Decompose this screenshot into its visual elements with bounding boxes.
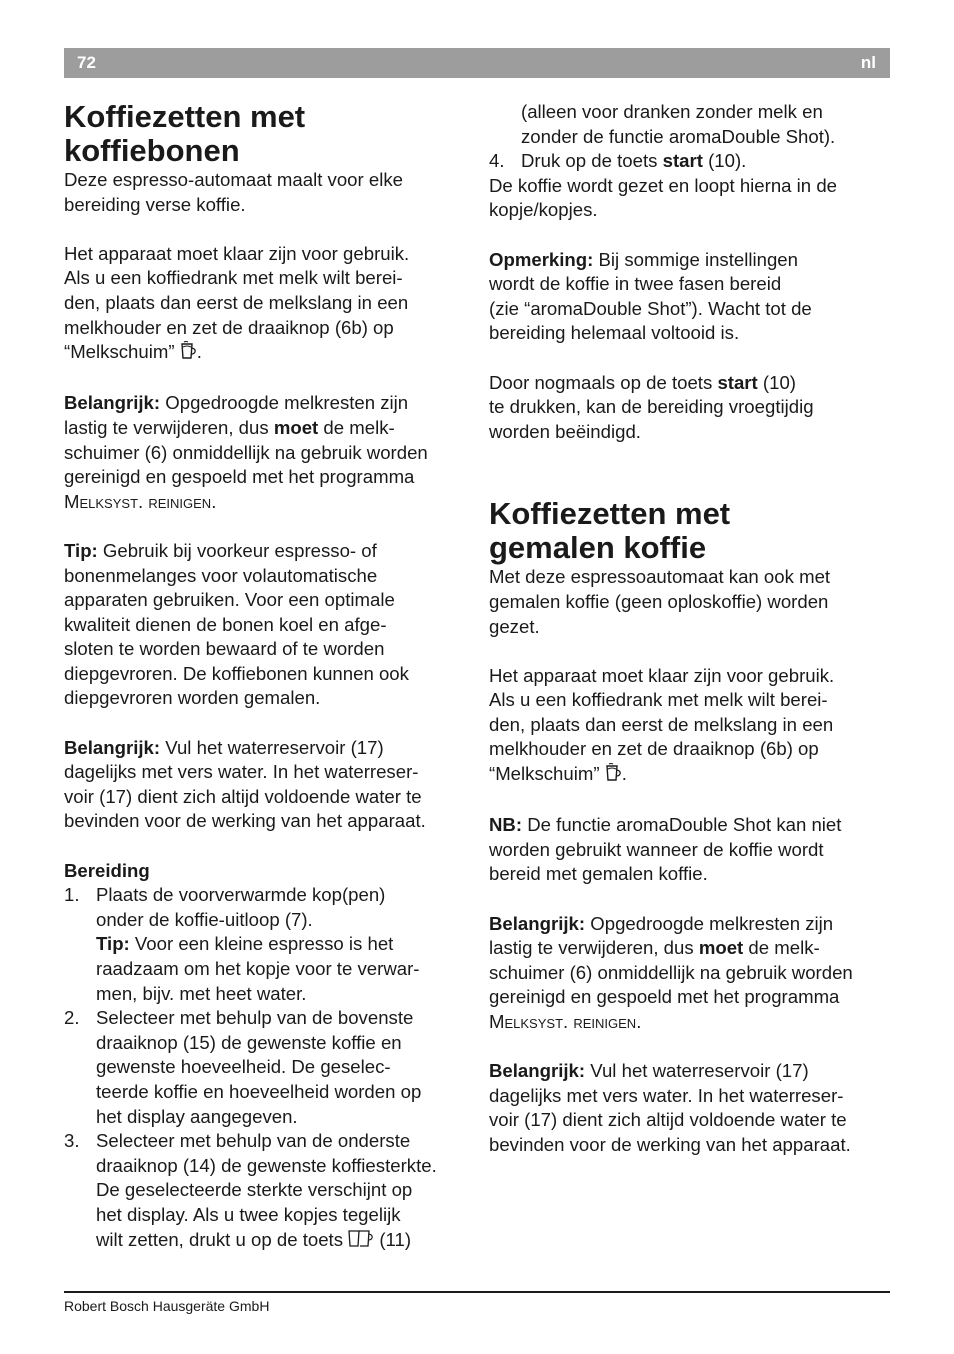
step-1: 1. Plaats de voorverwarmde kop(pen) onder de koffie-uitloop (7). Tip: Voor een kleine espresso is het raadzaam om het kopje voor te verwar- men, bijv. met heet water. <box>64 884 420 1004</box>
page-number: 72 <box>77 53 96 72</box>
footer-divider <box>64 1291 890 1293</box>
milk-froth-cup-icon <box>180 341 197 367</box>
stop-early-paragraph: Door nogmaals op de toets start (10) te drukken, kan de bereiding vroegtijdig worden beëindigd. <box>489 371 814 442</box>
tip-paragraph: Tip: Gebruik bij voorkeur espresso- of bonenmelanges voor volautomatische apparaten gebruiken. Voor een optimale kwaliteit dienen de bonen koel en afge- sloten te worden bewaard of te worden diepgevroren. De koffiebonen kunnen ook diepgevroren worden gemalen. <box>64 539 409 709</box>
intro-ground-paragraph: Met deze espressoautomaat kan ook met gemalen koffie (geen oploskoffie) worden gezet. <box>489 566 831 637</box>
nb-paragraph: NB: De functie aromaDouble Shot kan niet worden gebruikt wanneer de koffie wordt bereid met gemalen koffie. <box>489 814 842 885</box>
milk-froth-cup-icon <box>605 763 622 789</box>
note-paragraph: Opmerking: Bij sommige instellingen wordt de koffie in twee fasen bereid (zie “aromaDouble Shot”). Wacht tot de bereiding helemaal voltooid is. <box>489 248 812 344</box>
page-header-bar <box>64 48 890 78</box>
footer-company: Robert Bosch Hausgeräte GmbH <box>64 1298 270 1314</box>
section-title-ground-coffee: Koffiezetten met gemalen koffie <box>489 496 731 566</box>
step-3: 3. Selecteer met behulp van de onderste draaiknop (14) de gewenste koffiesterkte. De geselecteerde sterkte verschijnt op het display. Als u twee kopjes tegelijk wilt zetten, drukt u op de toets (11) <box>64 1129 466 1254</box>
program-name: Melksyst. reinigen <box>489 1011 637 1032</box>
section-title-coffee-beans: Koffiezetten met koffiebonen <box>64 99 306 168</box>
important-water-reservoir: Belangrijk: Vul het waterreservoir (17) dagelijks met vers water. In het waterreser- voir (17) dient zich altijd voldoende water te bevinden voor de werking van het apparaat. <box>64 736 426 832</box>
important-milk-residue-2: Belangrijk: Opgedroogde melkresten zijn lastig te verwijderen, dus moet de melk- schuimer (6) onmiddellijk na gebruik worden gereinigd en gespoeld met het programma Melksyst. reinigen. <box>489 912 853 1032</box>
left-column <box>64 100 466 1254</box>
ready-paragraph-2: Het apparaat moet klaar zijn voor gebruik. Als u een koffiedrank met melk wilt berei- den, plaats dan eerst de melkslang in een melkhouder en zet de draaiknop (6b) op “Melkschuim” . <box>489 664 893 789</box>
result-paragraph: De koffie wordt gezet en loopt hierna in de kopje/kopjes. <box>489 174 837 221</box>
important-water-reservoir-2: Belangrijk: Vul het waterreservoir (17) dagelijks met vers water. In het waterreser- voir (17) dient zich altijd voldoende water te bevinden voor de werking van het apparaat. <box>489 1060 851 1155</box>
step-4: 4. Druk op de toets start (10). <box>489 150 747 172</box>
two-cups-icon <box>348 1228 374 1255</box>
intro-paragraph: Deze espresso-automaat maalt voor elke bereiding verse koffie. <box>64 169 403 215</box>
program-name: Melksyst. reinigen <box>64 490 212 512</box>
important-milk-residue: Belangrijk: Opgedroogde melkresten zijn lastig te verwijderen, dus moet de melk- schuimer (6) onmiddellijk na gebruik worden gereinigd en gespoeld met het programma Melksyst. reinigen. <box>64 392 428 512</box>
language-code: nl <box>860 53 876 72</box>
right-column <box>489 100 893 1158</box>
preparation-heading: Bereiding <box>64 859 150 881</box>
step-3-continuation: (alleen voor dranken zonder melk en zonder de functie aromaDouble Shot). <box>521 101 836 147</box>
step-2: 2. Selecteer met behulp van de bovenste draaiknop (15) de gewenste koffie en gewenste hoeveelheid. De geselec- teerde koffie en hoeveelheid worden op het display aangegeven. <box>64 1007 422 1127</box>
ready-paragraph: Het apparaat moet klaar zijn voor gebruik. Als u een koffiedrank met melk wilt berei- den, plaats dan eerst de melkslang in een melkhouder en zet de draaiknop (6b) op “Melkschuim” . <box>64 242 466 367</box>
